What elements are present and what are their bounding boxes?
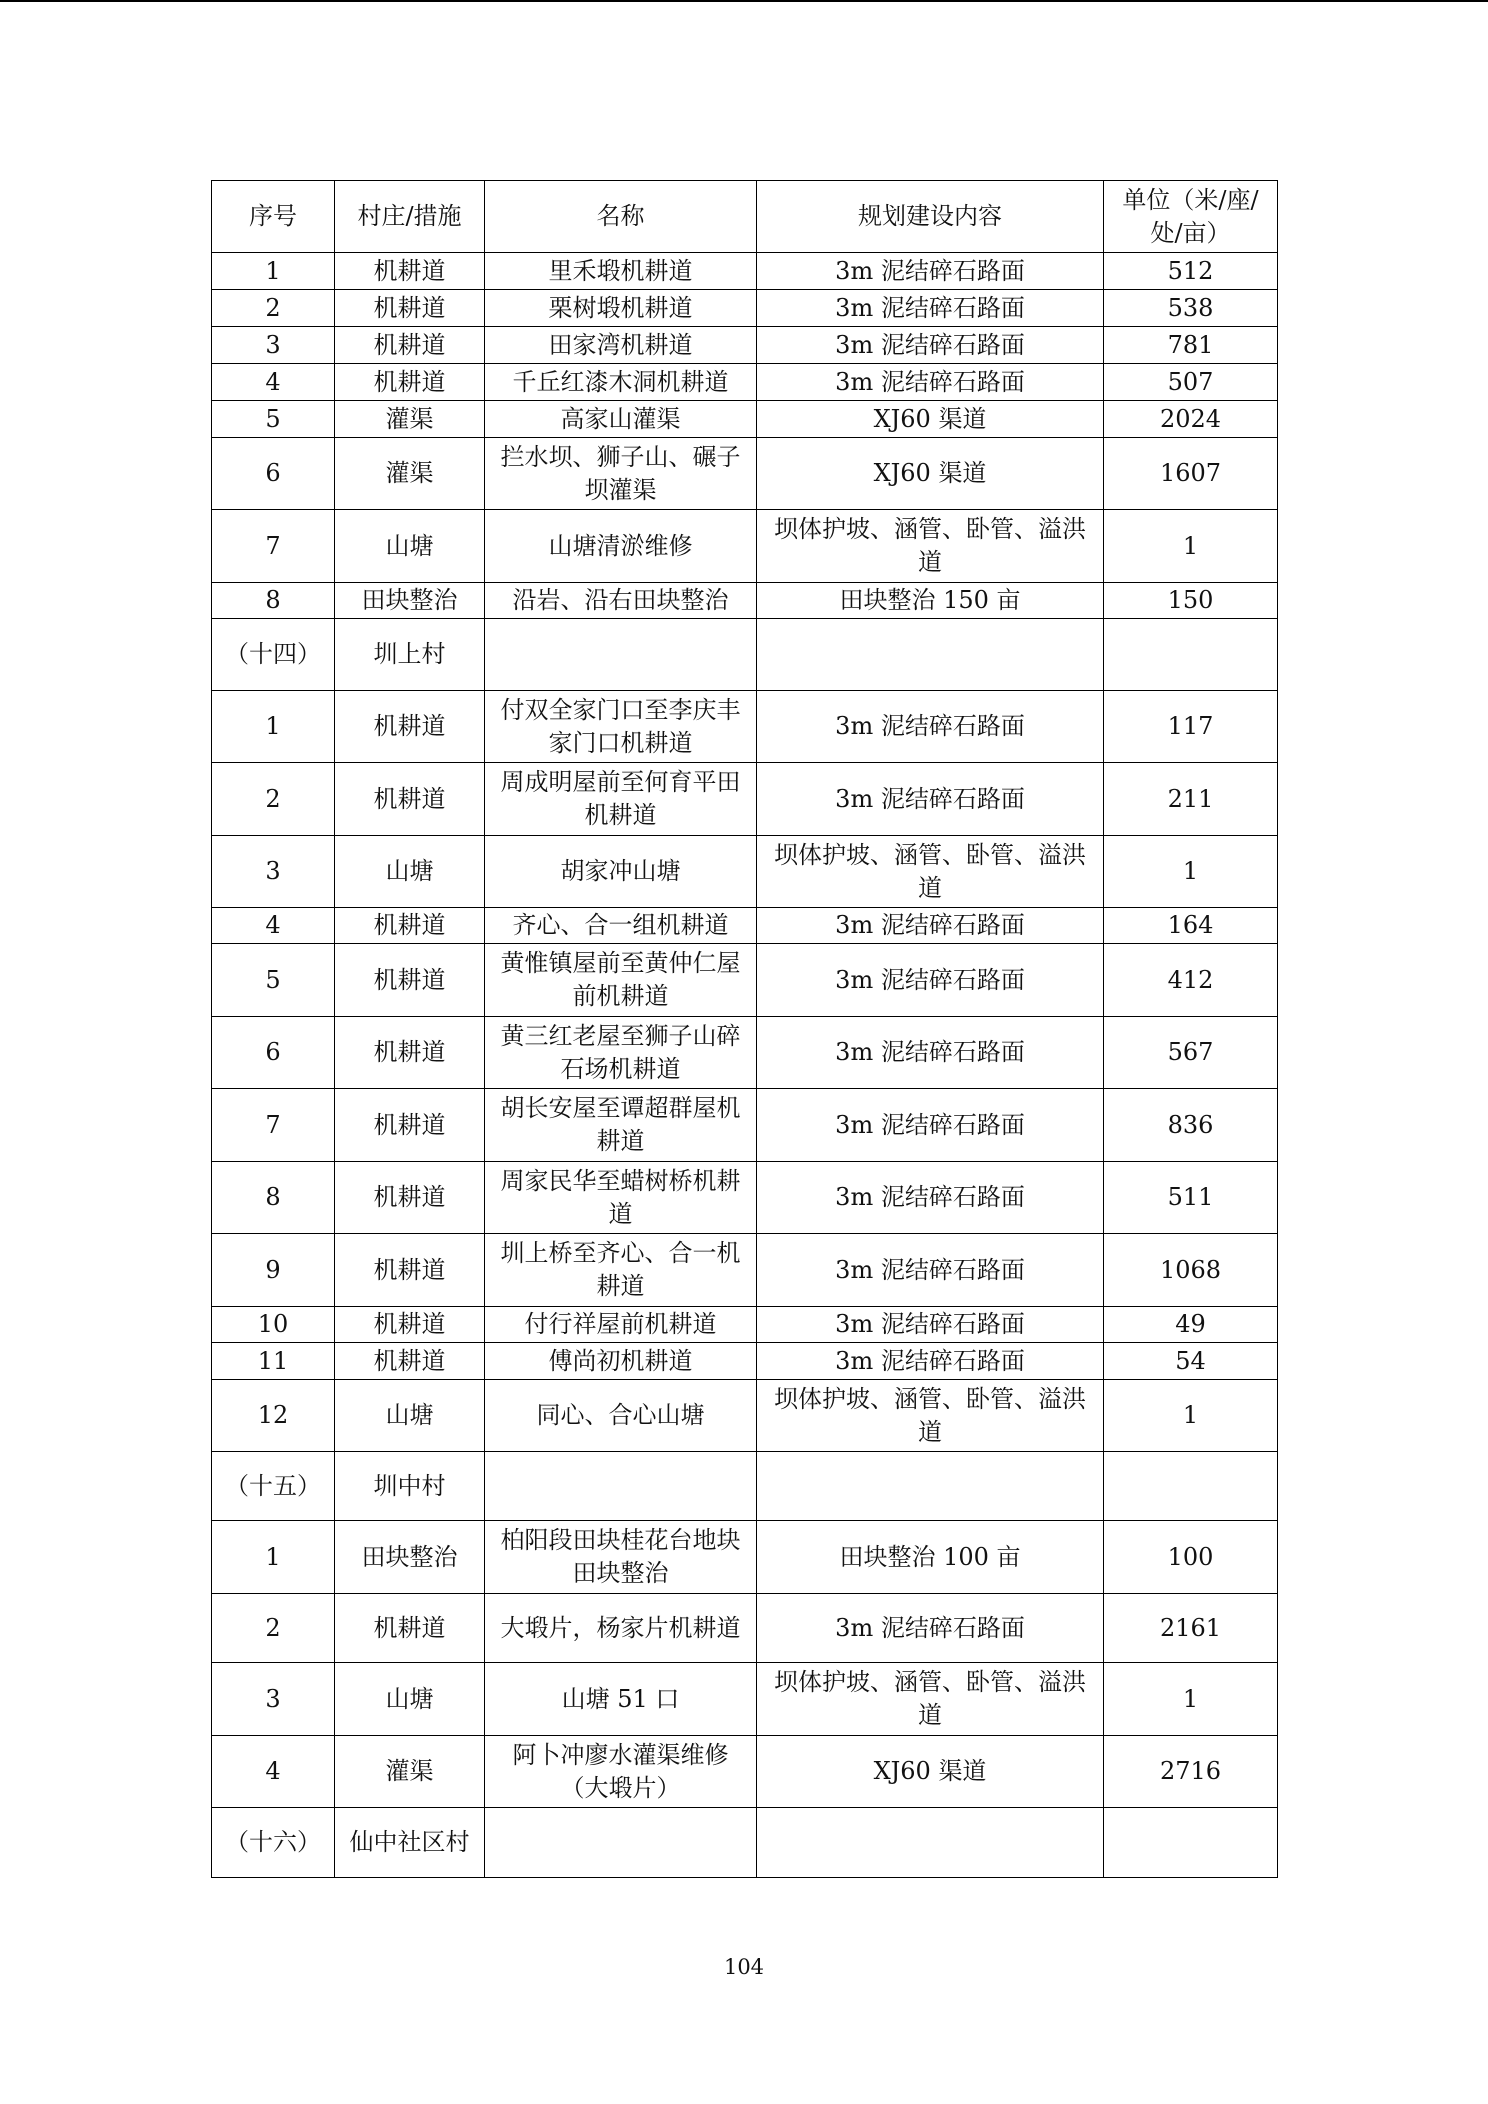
cell-content: 3m 泥结碎石路面 [757,908,1104,944]
cell-name [485,619,757,691]
table-row [212,944,1278,1017]
cell-seq: 7 [212,510,335,583]
cell-seq: 8 [212,583,335,619]
cell-village: 机耕道 [335,327,485,364]
cell-village: 机耕道 [335,763,485,836]
table-row [212,364,1278,401]
cell-unit: 1 [1104,836,1278,908]
table-row [212,1162,1278,1234]
cell-seq: 8 [212,1162,335,1234]
table-row [212,908,1278,944]
table-row [212,290,1278,327]
cell-unit: 1068 [1104,1234,1278,1307]
cell-name: 黄惟镇屋前至黄仲仁屋前机耕道 [485,944,757,1017]
cell-village: 机耕道 [335,691,485,763]
cell-content: 3m 泥结碎石路面 [757,290,1104,327]
cell-unit: 150 [1104,583,1278,619]
table-row [212,691,1278,763]
cell-content: 3m 泥结碎石路面 [757,253,1104,290]
cell-name: 齐心、合一组机耕道 [485,908,757,944]
cell-content [757,1808,1104,1878]
cell-seq: 2 [212,763,335,836]
cell-unit: 54 [1104,1343,1278,1380]
cell-content: XJ60 渠道 [757,438,1104,510]
cell-village: 机耕道 [335,1343,485,1380]
cell-name: 高家山灌渠 [485,401,757,438]
construction-plan-table [211,180,1278,1878]
cell-name: 里禾塅机耕道 [485,253,757,290]
cell-content: 3m 泥结碎石路面 [757,1017,1104,1089]
cell-village: 机耕道 [335,908,485,944]
cell-name: 付行祥屋前机耕道 [485,1307,757,1343]
cell-seq: 1 [212,253,335,290]
cell-content: 3m 泥结碎石路面 [757,1307,1104,1343]
cell-village: 机耕道 [335,1307,485,1343]
cell-village: 机耕道 [335,364,485,401]
cell-unit: 781 [1104,327,1278,364]
cell-content: 3m 泥结碎石路面 [757,364,1104,401]
cell-name: 胡长安屋至谭超群屋机耕道 [485,1089,757,1162]
cell-seq: （十五） [212,1452,335,1521]
cell-content: XJ60 渠道 [757,401,1104,438]
cell-village: 田块整治 [335,583,485,619]
table-row [212,1663,1278,1736]
cell-name: 付双全家门口至李庆丰家门口机耕道 [485,691,757,763]
cell-unit: 412 [1104,944,1278,1017]
section-row [212,619,1278,691]
table-row [212,1307,1278,1343]
cell-unit: 1 [1104,1663,1278,1736]
cell-seq: （十六） [212,1808,335,1878]
cell-name: 黄三红老屋至狮子山碎石场机耕道 [485,1017,757,1089]
table-row [212,1380,1278,1452]
cell-name [485,1452,757,1521]
table-row [212,1343,1278,1380]
cell-content: 3m 泥结碎石路面 [757,1594,1104,1663]
cell-village: 山塘 [335,836,485,908]
cell-content: 坝体护坡、涵管、卧管、溢洪道 [757,1380,1104,1452]
table-row [212,1017,1278,1089]
table-row [212,1736,1278,1808]
cell-content: 3m 泥结碎石路面 [757,327,1104,364]
table-row [212,1234,1278,1307]
cell-unit: 2161 [1104,1594,1278,1663]
cell-village: 机耕道 [335,1162,485,1234]
cell-content: 3m 泥结碎石路面 [757,1089,1104,1162]
table-row [212,836,1278,908]
cell-seq: 3 [212,1663,335,1736]
table-row [212,1521,1278,1594]
cell-name: 拦水坝、狮子山、碾子坝灌渠 [485,438,757,510]
cell-name: 傅尚初机耕道 [485,1343,757,1380]
cell-village: 圳上村 [335,619,485,691]
table-row [212,438,1278,510]
cell-name: 柏阳段田块桂花台地块田块整治 [485,1521,757,1594]
cell-seq: 2 [212,1594,335,1663]
cell-village: 山塘 [335,1380,485,1452]
cell-seq: 10 [212,1307,335,1343]
cell-seq: 4 [212,908,335,944]
cell-unit: 49 [1104,1307,1278,1343]
cell-content: 坝体护坡、涵管、卧管、溢洪道 [757,1663,1104,1736]
cell-unit: 2716 [1104,1736,1278,1808]
cell-unit: 1 [1104,1380,1278,1452]
cell-unit: 117 [1104,691,1278,763]
cell-unit: 100 [1104,1521,1278,1594]
cell-name: 周家民华至蜡树桥机耕道 [485,1162,757,1234]
cell-name: 圳上桥至齐心、合一机耕道 [485,1234,757,1307]
cell-seq: 6 [212,438,335,510]
cell-village: 机耕道 [335,290,485,327]
cell-village: 山塘 [335,510,485,583]
cell-village: 机耕道 [335,1017,485,1089]
header-content: 规划建设内容 [757,181,1104,253]
cell-content: 坝体护坡、涵管、卧管、溢洪道 [757,510,1104,583]
cell-village: 机耕道 [335,1594,485,1663]
cell-seq: 1 [212,1521,335,1594]
cell-village: 山塘 [335,1663,485,1736]
cell-seq: （十四） [212,619,335,691]
cell-name: 山塘清淤维修 [485,510,757,583]
cell-village: 机耕道 [335,1089,485,1162]
cell-content: 田块整治 150 亩 [757,583,1104,619]
cell-name: 沿岩、沿右田块整治 [485,583,757,619]
cell-unit: 1 [1104,510,1278,583]
header-unit: 单位（米/座/处/亩） [1104,181,1278,253]
header-name: 名称 [485,181,757,253]
cell-seq: 6 [212,1017,335,1089]
cell-name: 千丘红漆木洞机耕道 [485,364,757,401]
cell-unit: 1607 [1104,438,1278,510]
cell-unit: 567 [1104,1017,1278,1089]
cell-name: 大塅片，杨家片机耕道 [485,1594,757,1663]
cell-unit [1104,1452,1278,1521]
table-row [212,327,1278,364]
cell-unit: 538 [1104,290,1278,327]
cell-content: 3m 泥结碎石路面 [757,763,1104,836]
cell-content [757,1452,1104,1521]
cell-seq: 9 [212,1234,335,1307]
section-row [212,1808,1278,1878]
cell-name: 山塘 51 口 [485,1663,757,1736]
table-row [212,1594,1278,1663]
cell-unit: 211 [1104,763,1278,836]
page-number: 104 [723,1955,765,1979]
cell-village: 灌渠 [335,401,485,438]
cell-content: 3m 泥结碎石路面 [757,944,1104,1017]
cell-unit: 2024 [1104,401,1278,438]
cell-name: 栗树塅机耕道 [485,290,757,327]
cell-seq: 11 [212,1343,335,1380]
table-row [212,763,1278,836]
cell-content [757,619,1104,691]
cell-unit: 511 [1104,1162,1278,1234]
cell-seq: 3 [212,836,335,908]
cell-village: 仙中社区村 [335,1808,485,1878]
header-village: 村庄/措施 [335,181,485,253]
cell-content: XJ60 渠道 [757,1736,1104,1808]
table-row [212,253,1278,290]
cell-seq: 5 [212,401,335,438]
table-header-row [212,181,1278,253]
cell-unit [1104,1808,1278,1878]
table-row [212,1089,1278,1162]
table-row [212,401,1278,438]
cell-unit [1104,619,1278,691]
cell-name: 胡家冲山塘 [485,836,757,908]
cell-village: 机耕道 [335,944,485,1017]
cell-village: 圳中村 [335,1452,485,1521]
cell-village: 机耕道 [335,1234,485,1307]
section-row [212,1452,1278,1521]
cell-content: 3m 泥结碎石路面 [757,1162,1104,1234]
top-border-line [0,0,1488,2]
cell-unit: 512 [1104,253,1278,290]
table-row [212,583,1278,619]
cell-seq: 5 [212,944,335,1017]
cell-seq: 4 [212,364,335,401]
cell-village: 田块整治 [335,1521,485,1594]
cell-unit: 836 [1104,1089,1278,1162]
cell-village: 机耕道 [335,253,485,290]
cell-content: 3m 泥结碎石路面 [757,1343,1104,1380]
cell-unit: 164 [1104,908,1278,944]
cell-seq: 2 [212,290,335,327]
cell-content: 3m 泥结碎石路面 [757,691,1104,763]
cell-unit: 507 [1104,364,1278,401]
cell-name: 同心、合心山塘 [485,1380,757,1452]
cell-name: 阿卜冲廖水灌渠维修（大塅片） [485,1736,757,1808]
cell-village: 灌渠 [335,438,485,510]
cell-seq: 7 [212,1089,335,1162]
cell-content: 田块整治 100 亩 [757,1521,1104,1594]
cell-content: 3m 泥结碎石路面 [757,1234,1104,1307]
table-row [212,510,1278,583]
cell-name: 田家湾机耕道 [485,327,757,364]
cell-seq: 4 [212,1736,335,1808]
cell-name: 周成明屋前至何育平田机耕道 [485,763,757,836]
cell-village: 灌渠 [335,1736,485,1808]
cell-name [485,1808,757,1878]
cell-content: 坝体护坡、涵管、卧管、溢洪道 [757,836,1104,908]
cell-seq: 12 [212,1380,335,1452]
header-seq: 序号 [212,181,335,253]
cell-seq: 3 [212,327,335,364]
cell-seq: 1 [212,691,335,763]
